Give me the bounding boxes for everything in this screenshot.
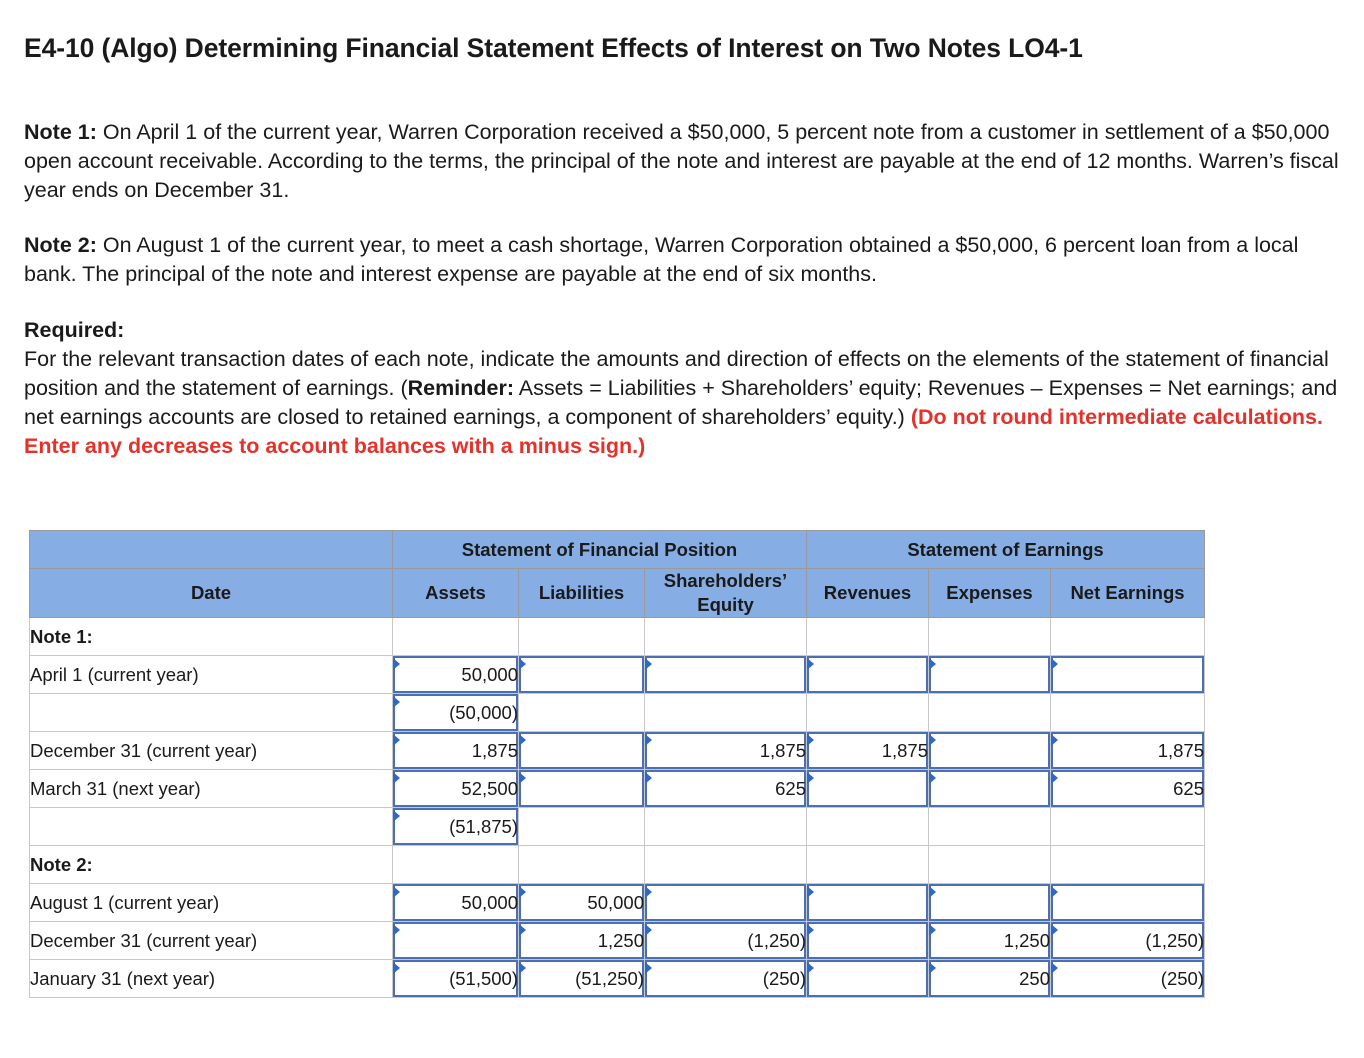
note2-text: On August 1 of the current year, to meet a cash shortage, Warren Corporation obtained a $50,000, 6 percent loan from a local bank. The principal of the note and interest expense are payable at the end of six months. <box>24 233 1299 286</box>
col-net-earnings: Net Earnings <box>1051 569 1205 618</box>
assets-input[interactable]: 50,000 <box>393 656 519 694</box>
liabilities-input[interactable]: (51,250) <box>519 960 645 998</box>
revenues-input[interactable] <box>807 770 929 808</box>
liabilities-cell <box>519 808 645 846</box>
col-revenues: Revenues <box>807 569 929 618</box>
expenses-input[interactable] <box>929 732 1051 770</box>
col-liabilities: Liabilities <box>519 569 645 618</box>
revenues-cell <box>807 694 929 732</box>
assets-input[interactable]: (50,000) <box>393 694 519 732</box>
row-date: January 31 (next year) <box>30 960 393 998</box>
equity-input[interactable]: (250) <box>645 960 807 998</box>
liabilities-input[interactable]: 1,250 <box>519 922 645 960</box>
expenses-input[interactable] <box>929 656 1051 694</box>
assets-input[interactable] <box>393 922 519 960</box>
expenses-input[interactable]: 1,250 <box>929 922 1051 960</box>
col-expenses: Expenses <box>929 569 1051 618</box>
assets-input[interactable]: 52,500 <box>393 770 519 808</box>
revenues-input[interactable] <box>807 960 929 998</box>
net-earnings-input[interactable]: 625 <box>1051 770 1205 808</box>
table-row <box>30 922 1205 960</box>
required-text-a: For the relevant transaction dates of each note, indicate the amounts and direction of effects on the elements of the statement of financial position and the statement of earnings. ( <box>24 347 1329 400</box>
note1-label: Note 1: <box>24 120 97 144</box>
assets-input[interactable]: 1,875 <box>393 732 519 770</box>
table-row <box>30 770 1205 808</box>
equity-input[interactable]: 1,875 <box>645 732 807 770</box>
liabilities-input[interactable] <box>519 770 645 808</box>
page-title: E4-10 (Algo) Determining Financial Statement Effects of Interest on Two Notes LO4-1 <box>24 33 1083 63</box>
note1-row <box>30 618 1205 656</box>
required-paragraph <box>24 345 1344 461</box>
note1-paragraph <box>24 118 1344 205</box>
header-sfp: Statement of Financial Position <box>393 531 807 569</box>
reminder-label: Reminder: <box>407 376 514 400</box>
equity-input[interactable]: 625 <box>645 770 807 808</box>
equity-cell <box>645 694 807 732</box>
assets-input[interactable]: (51,500) <box>393 960 519 998</box>
expenses-input[interactable]: 250 <box>929 960 1051 998</box>
header-blank <box>30 531 393 569</box>
expenses-input[interactable] <box>929 884 1051 922</box>
table-row <box>30 808 1205 846</box>
note1-section-label: Note 1: <box>30 618 393 656</box>
required-label: Required: <box>24 318 125 342</box>
equity-cell <box>645 808 807 846</box>
header-se: Statement of Earnings <box>807 531 1205 569</box>
assets-input[interactable]: 50,000 <box>393 884 519 922</box>
net-earnings-input[interactable]: 1,875 <box>1051 732 1205 770</box>
net-earnings-input[interactable]: (1,250) <box>1051 922 1205 960</box>
row-date: April 1 (current year) <box>30 656 393 694</box>
net-earnings-cell <box>1051 694 1205 732</box>
revenues-cell <box>807 808 929 846</box>
required-text-b: Assets = Liabilities + Shareholders’ equity; Revenues – Expenses = Net earnings; and net earnings accounts are closed to retained earnings, a component of shareholders’ equity.) <box>24 376 1338 429</box>
row-date: August 1 (current year) <box>30 884 393 922</box>
liabilities-input[interactable] <box>519 656 645 694</box>
note2-section-label: Note 2: <box>30 846 393 884</box>
equity-input[interactable]: (1,250) <box>645 922 807 960</box>
table-row <box>30 694 1205 732</box>
row-date: December 31 (current year) <box>30 922 393 960</box>
revenues-input[interactable]: 1,875 <box>807 732 929 770</box>
note2-paragraph <box>24 231 1344 289</box>
expenses-cell <box>929 808 1051 846</box>
revenues-input[interactable] <box>807 656 929 694</box>
table-row <box>30 656 1205 694</box>
assets-input[interactable]: (51,875) <box>393 808 519 846</box>
liabilities-input[interactable]: 50,000 <box>519 884 645 922</box>
equity-input[interactable] <box>645 884 807 922</box>
liabilities-input[interactable] <box>519 732 645 770</box>
liabilities-cell <box>519 694 645 732</box>
revenues-input[interactable] <box>807 884 929 922</box>
expenses-cell <box>929 694 1051 732</box>
note2-label: Note 2: <box>24 233 97 257</box>
note1-text: On April 1 of the current year, Warren Corporation received a $50,000, 5 percent note from a customer in settlement of a $50,000 open account receivable. According to the terms, the principal of the note and interest are payable at the end of 12 months. Warren’s fiscal year ends on December 31. <box>24 120 1339 202</box>
col-equity <box>645 569 807 618</box>
net-earnings-input[interactable] <box>1051 656 1205 694</box>
net-earnings-input[interactable] <box>1051 884 1205 922</box>
row-date: March 31 (next year) <box>30 770 393 808</box>
table-row <box>30 732 1205 770</box>
equity-input[interactable] <box>645 656 807 694</box>
row-date <box>30 808 393 846</box>
revenues-input[interactable] <box>807 922 929 960</box>
instruction-red-text: (Do not round intermediate calculations. Enter any decreases to account balances with a minus sign.) <box>24 405 1323 458</box>
effects-table <box>29 530 1205 998</box>
net-earnings-cell <box>1051 808 1205 846</box>
row-date: December 31 (current year) <box>30 732 393 770</box>
table-row <box>30 884 1205 922</box>
expenses-input[interactable] <box>929 770 1051 808</box>
col-equity-line2: Equity <box>697 594 754 615</box>
col-assets: Assets <box>393 569 519 618</box>
col-equity-line1: Shareholders’ <box>663 570 788 591</box>
col-date: Date <box>30 569 393 618</box>
net-earnings-input[interactable]: (250) <box>1051 960 1205 998</box>
required-heading <box>24 316 1344 345</box>
row-date <box>30 694 393 732</box>
table-row <box>30 960 1205 998</box>
note2-row <box>30 846 1205 884</box>
